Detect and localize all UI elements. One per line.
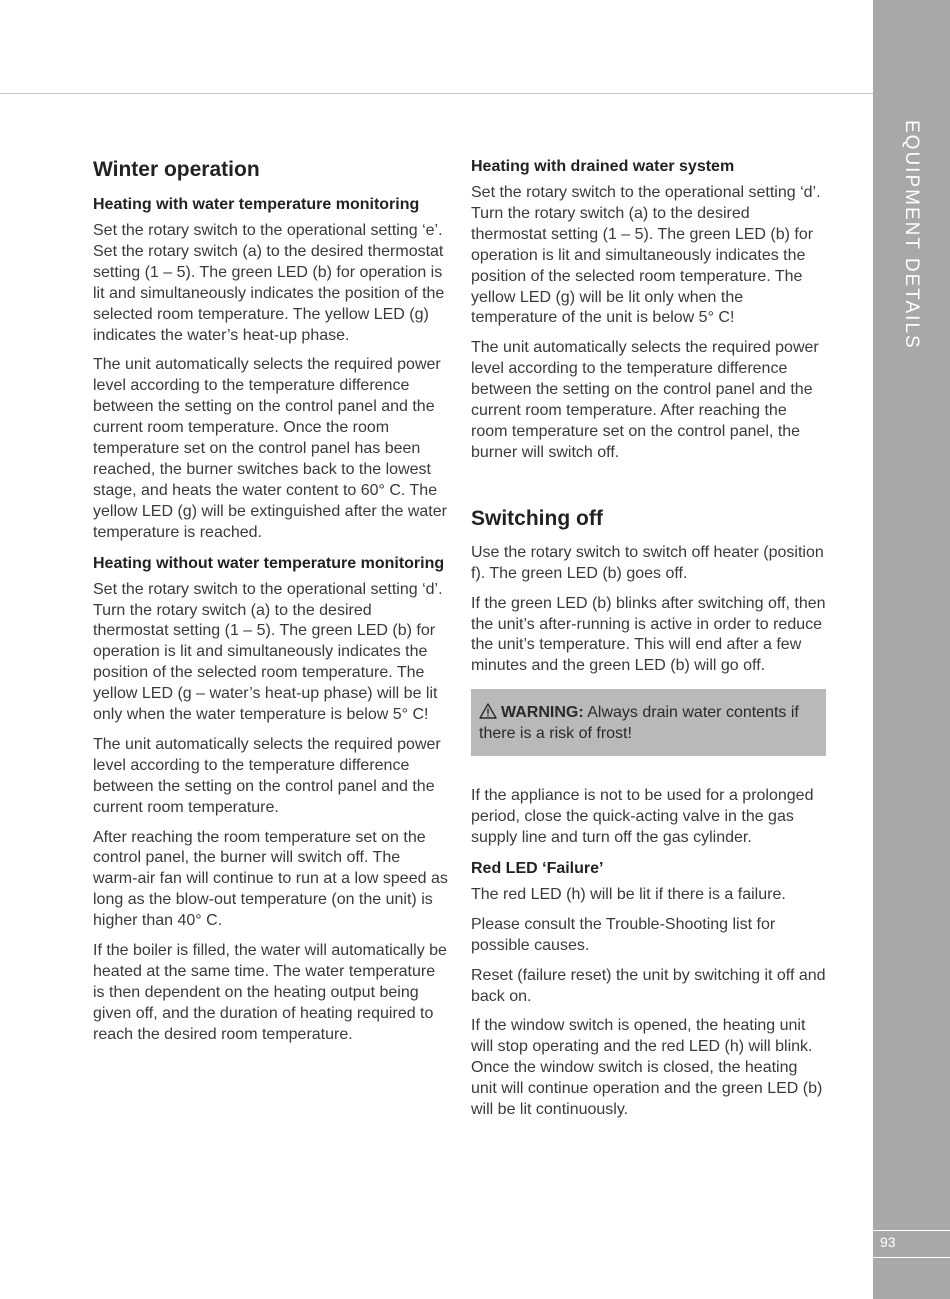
paragraph: After reaching the room temperature set on the control panel, the burner will switch off. The warm-air fan will continue to run at a low speed as long as the blow-out temperature (on the unit) is higher than 40° C. <box>93 828 448 930</box>
subheading-water-monitoring: Heating with water temperature monitoring <box>93 196 420 213</box>
paragraph: Set the rotary switch to the operational setting ‘d’. Turn the rotary switch (a) to the desired thermostat setting (1 – 5). The green LED (b) for operation is lit and simultaneously indicates the position of the selected room temperature. The yellow LED (g) will be lit only when the temperature of the unit is below 5° C! <box>471 184 821 327</box>
subheading-red-led: Red LED ‘Failure’ <box>471 859 604 877</box>
page-number: 93 <box>880 1234 896 1250</box>
paragraph: The red LED (h) will be lit if there is a failure. <box>471 885 786 903</box>
warning-text: Always drain water contents if there is a risk of frost! <box>479 704 799 743</box>
section-label: EQUIPMENT DETAILS <box>901 120 922 350</box>
warning-box <box>471 689 826 756</box>
left-column <box>93 156 448 1055</box>
header-rule <box>0 93 873 94</box>
paragraph: The unit automatically selects the required power level according to the temperature difference between the setting on the control panel and the current room temperature. After reaching the room temperature set on the control panel, the burner will switch off. <box>471 339 819 461</box>
paragraph: Set the rotary switch to the operational setting ‘d’. Turn the rotary switch (a) to the desired thermostat setting (1 – 5). The green LED (b) for operation is lit and simultaneously indicates the position of the selected room temperature. The yellow LED (g – water’s heat-up phase) will be lit only when the water temperature is below 5° C! <box>93 580 443 724</box>
paragraph: Use the rotary switch to switch off heater (position f). The green LED (b) goes off. <box>471 543 824 582</box>
paragraph: If the window switch is opened, the heating unit will stop operating and the red LED (h) will blink. Once the window switch is closed, the heating unit will continue operation and the green LED (b) will be lit continuously. <box>471 1017 823 1119</box>
subheading-drained-water: Heating with drained water system <box>471 158 735 175</box>
paragraph: If the appliance is not to be used for a prolonged period, close the quick-acting valve in the gas supply line and turn off the gas cylinder. <box>471 787 814 847</box>
paragraph: The unit automatically selects the required power level according to the temperature difference between the setting on the control panel and the current room temperature. Once the room temperature set on the control panel has been reached, the burner switches back to the lowest stage, and heats the water content to 60° C. The yellow LED (g) will be extinguished after the water temperature is reached. <box>93 356 447 541</box>
subheading-without-monitoring: Heating without water temperature monitoring <box>93 554 445 572</box>
paragraph: If the green LED (b) blinks after switching off, then the unit’s after-running is active in order to reduce the unit’s temperature. This will end after a few minutes and the green LED (b) will go off. <box>471 594 826 675</box>
paragraph: Set the rotary switch to the operational setting ‘e’. Set the rotary switch (a) to the desired thermostat setting (1 – 5). The green LED (b) for operation is lit and simultaneously indicates the position of the selected room temperature. The yellow LED (g) indicates the water’s heat-up phase. <box>93 222 445 344</box>
right-column <box>471 156 826 1130</box>
paragraph: If the boiler is filled, the water will automatically be heated at the same time. The water temperature is then dependent on the heating output being given off, and the duration of heating required to reach the desired room temperature. <box>93 942 447 1043</box>
section-title-switching-off: Switching off <box>471 506 603 530</box>
paragraph: Reset (failure reset) the unit by switching it off and back on. <box>471 966 826 1005</box>
section-title-winter-operation: Winter operation <box>93 158 260 181</box>
warning-triangle-icon <box>479 703 497 719</box>
paragraph: Please consult the Trouble-Shooting list for possible causes. <box>471 915 776 954</box>
paragraph: The unit automatically selects the required power level according to the temperature difference between the setting on the control panel and the current room temperature. <box>93 735 441 816</box>
warning-label: WARNING: <box>501 704 584 722</box>
